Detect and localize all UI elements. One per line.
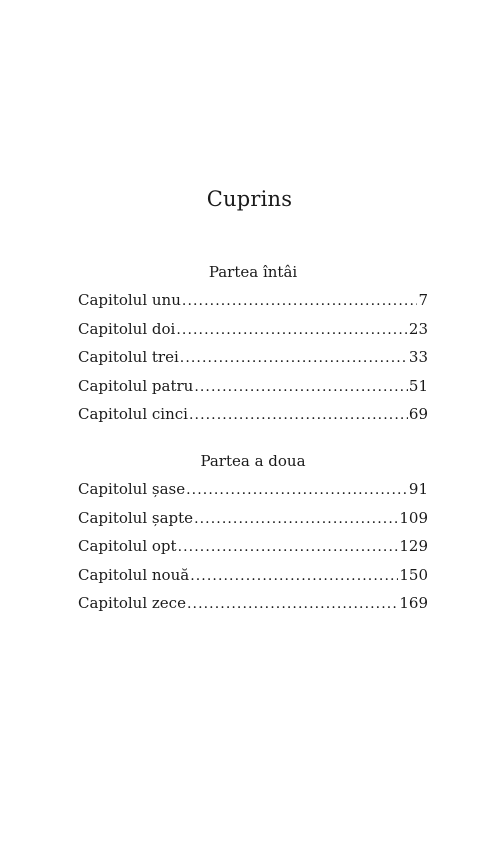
toc-entry[interactable]: [78, 561, 428, 590]
part-two: [78, 451, 428, 618]
dot-leader: [189, 401, 408, 430]
toc-list: [78, 286, 428, 429]
toc-entry[interactable]: [78, 315, 428, 344]
dot-leader: [190, 562, 398, 591]
toc-entry[interactable]: [78, 589, 428, 618]
dot-leader: [186, 476, 408, 505]
dot-leader: [187, 590, 398, 619]
toc-entry-page: 91: [408, 480, 428, 498]
toc-entry[interactable]: [78, 343, 428, 372]
toc-entry-page: 69: [408, 405, 428, 423]
toc-entry[interactable]: [78, 286, 428, 315]
toc-entry[interactable]: [78, 504, 428, 533]
dot-leader: [180, 344, 408, 373]
toc-entry-label: Capitolul șapte: [78, 508, 194, 527]
dot-leader: [178, 533, 399, 562]
toc-list: [78, 475, 428, 618]
part-one: [78, 262, 428, 429]
toc-entry-label: Capitolul șase: [78, 480, 186, 498]
toc-entry-label: Capitolul cinci: [78, 405, 188, 423]
dot-leader: [182, 287, 418, 316]
part-heading: Partea a doua: [200, 452, 306, 470]
toc-entry-page: 51: [408, 376, 428, 395]
dot-leader: [194, 373, 408, 402]
toc-entry-page: 7: [418, 291, 428, 309]
toc-entry-label: Capitolul trei: [78, 348, 179, 366]
toc-entry-label: Capitolul nouă: [78, 565, 190, 584]
toc-entry-page: 129: [399, 537, 428, 555]
part-heading: Partea întâi: [208, 263, 298, 281]
toc-entry-page: 169: [399, 594, 428, 612]
toc-entry-page: 109: [399, 508, 428, 527]
toc-entry-label: Capitolul doi: [78, 319, 176, 338]
toc-entry[interactable]: [78, 475, 428, 504]
toc-entry-page: 150: [399, 565, 428, 584]
toc-entry-label: Capitolul unu: [78, 291, 181, 309]
toc-entry[interactable]: [78, 532, 428, 561]
toc-entry-page: 23: [408, 319, 428, 338]
toc-entry-page: 33: [408, 348, 428, 366]
toc-entry-label: Capitolul opt: [78, 537, 177, 555]
dot-leader: [194, 505, 398, 534]
toc-entry-label: Capitolul patru: [78, 376, 194, 395]
dot-leader: [176, 316, 408, 345]
toc-entry[interactable]: [78, 400, 428, 429]
toc-entry-label: Capitolul zece: [78, 594, 186, 612]
toc-entry[interactable]: [78, 372, 428, 401]
page-title: Cuprins: [206, 187, 293, 211]
